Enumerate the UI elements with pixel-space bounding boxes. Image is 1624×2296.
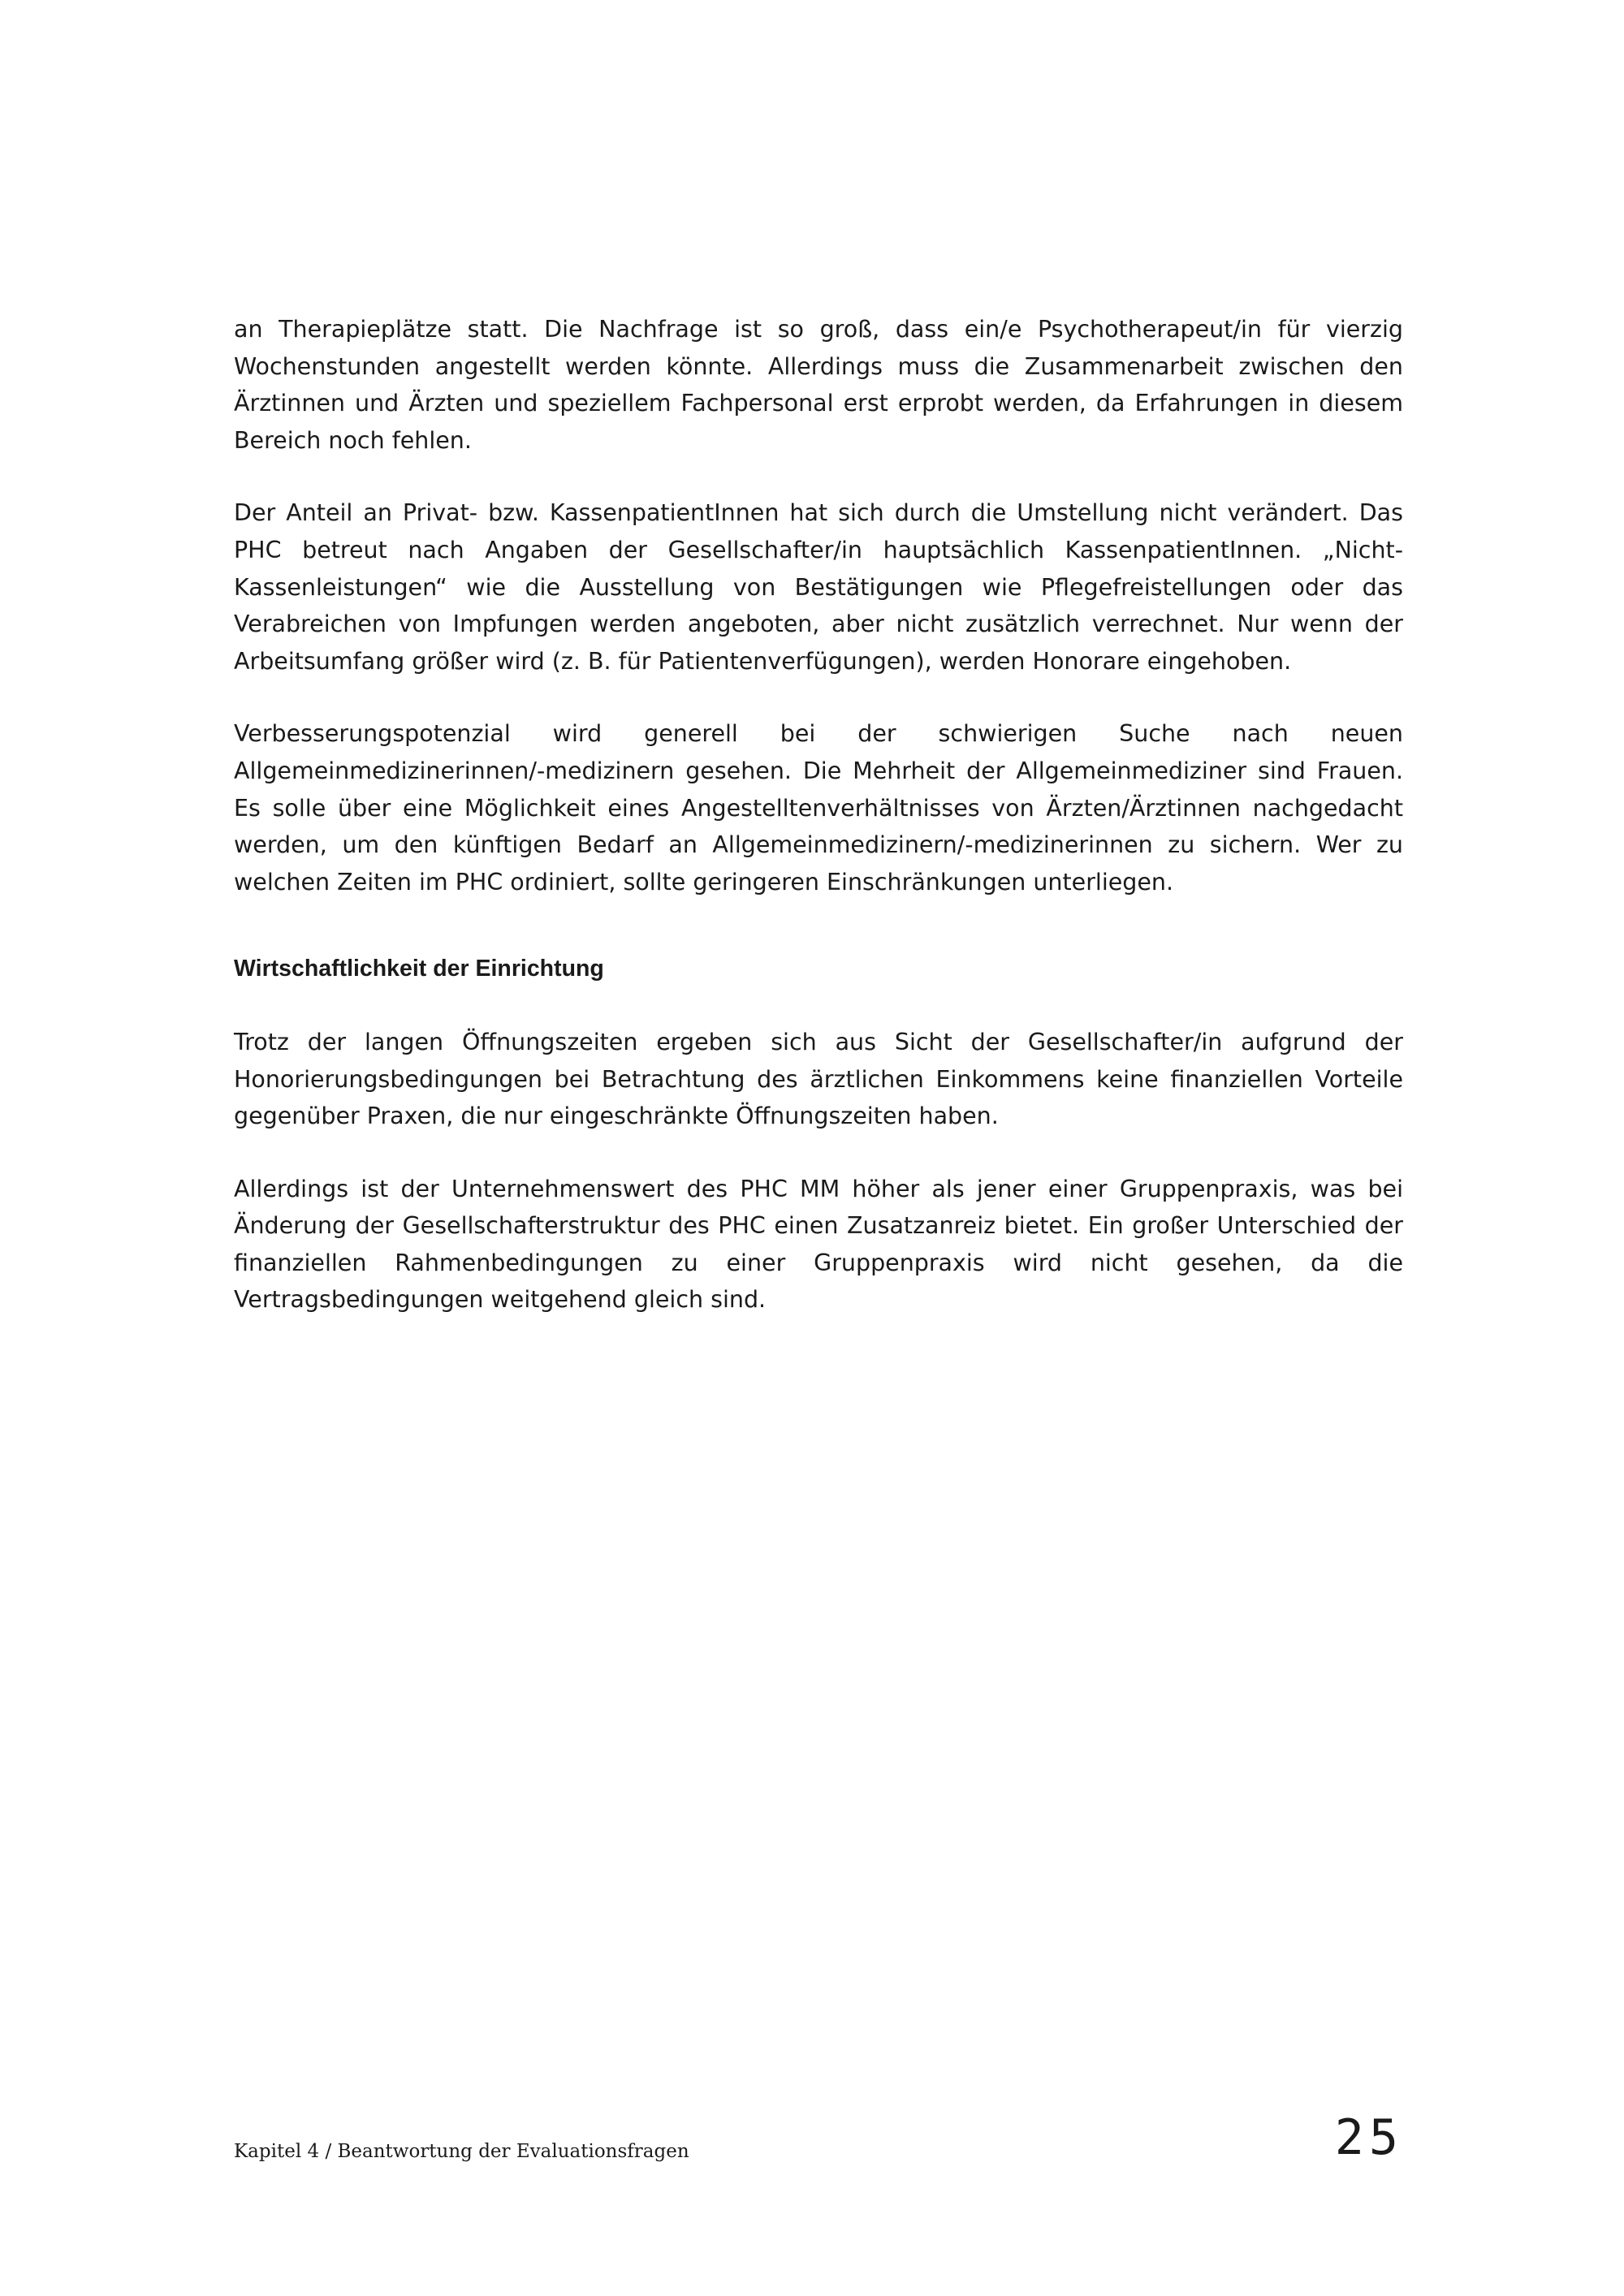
body-paragraph-2: Der Anteil an Privat- bzw. KassenpatientInnen hat sich durch die Umstellung nicht verändert. Das PHC betreut nach Angaben der Gesellschafter/in hauptsächlich KassenpatientInnen. „Nicht-Kassenleistungen“ wie die Ausstellung von Bestätigungen wie Pflegefreistellungen oder das Verabreichen von Impfungen werden angeboten, aber nicht zusätzlich verrechnet. Nur wenn der Arbeitsumfang größer wird (z. B. für Patientenverfügungen), werden Honorare eingehoben.: [234, 499, 1403, 675]
body-paragraph-1: an Therapieplätze statt. Die Nachfrage ist so groß, dass ein/e Psychotherapeut/in für vierzig Wochenstunden angestellt werden könnte. Allerdings muss die Zusammenarbeit zwischen den Ärztinnen und Ärzten und speziellem Fachpersonal erst erprobt werden, da Erfahrungen in diesem Bereich noch fehlen.: [234, 316, 1403, 454]
page-body: [234, 311, 1403, 1354]
footer-chapter-title: Kapitel 4 / Beantwortung der Evaluationsfragen: [234, 2141, 689, 2162]
page-number: 25: [1334, 2109, 1403, 2166]
body-paragraph-3: Verbesserungspotenzial wird generell bei der schwierigen Suche nach neuen Allgemeinmedizinerinnen/-medizinern gesehen. Die Mehrheit der Allgemeinmediziner sind Frauen. Es solle über eine Möglichkeit eines Angestelltenverhältnisses von Ärzten/Ärztinnen nachgedacht werden, um den künftigen Bedarf an Allgemeinmedizinern/-medizinerinnen zu sichern. Wer zu welchen Zeiten im PHC ordiniert, sollte geringeren Einschränkungen unterliegen.: [234, 720, 1403, 896]
section-paragraph-2: Allerdings ist der Unternehmenswert des PHC MM höher als jener einer Gruppenpraxis, was bei Änderung der Gesellschafterstruktur des PHC einen Zusatzanreiz bietet. Ein großer Unterschied der finanziellen Rahmenbedingungen zu einer Gruppenpraxis wird nicht gesehen, da die Vertragsbedingungen weitgehend gleich sind.: [234, 1175, 1403, 1314]
section-paragraph-1: Trotz der langen Öffnungszeiten ergeben sich aus Sicht der Gesellschafter/in aufgrund der Honorierungsbedingungen bei Betrachtung des ärztlichen Einkommens keine finanziellen Vorteile gegenüber Praxen, die nur eingeschränkte Öffnungszeiten haben.: [234, 1028, 1403, 1130]
section-heading: Wirtschaftlichkeit der Einrichtung: [234, 956, 604, 982]
